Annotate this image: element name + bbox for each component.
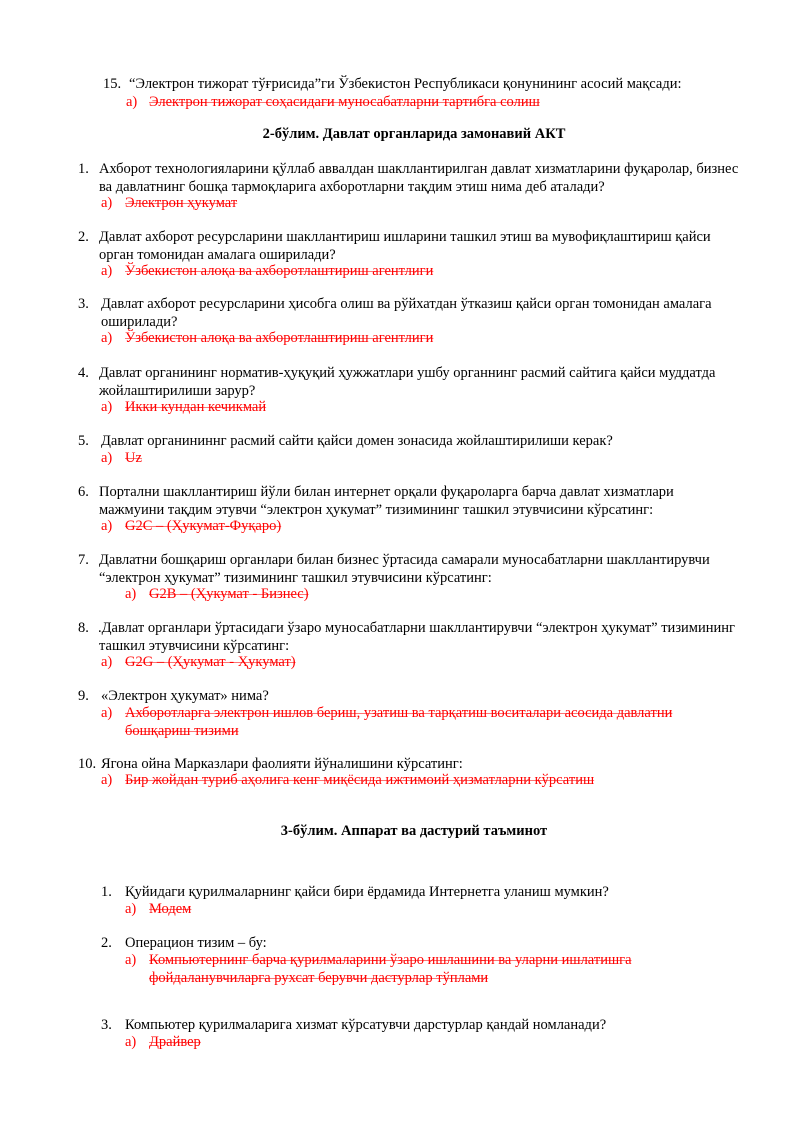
question-line: орган томонидан амалага оширилади? bbox=[99, 247, 336, 263]
s2-question-5 bbox=[78, 432, 613, 450]
answer-marker: а) bbox=[101, 772, 113, 788]
s3-question-1 bbox=[101, 883, 609, 901]
answer-marker: а) bbox=[101, 705, 113, 721]
answer-text: фойдаланувчиларга рухсат берувчи дастурлар тўплами bbox=[149, 970, 489, 986]
question-text: «Электрон ҳукумат» нима? bbox=[101, 688, 269, 704]
answer-marker: а) bbox=[101, 450, 113, 466]
answer-marker: а) bbox=[101, 399, 113, 415]
question-number: 2. bbox=[101, 935, 112, 951]
answer-marker: а) bbox=[101, 263, 113, 279]
answer-marker: а) bbox=[125, 586, 137, 602]
answer-text: G2C – (Ҳукумат-Фуқаро) bbox=[125, 518, 282, 534]
answer-text: Электрон ҳукумат bbox=[125, 195, 238, 211]
answer-15 bbox=[126, 93, 540, 111]
answer-marker: а) bbox=[125, 1034, 137, 1050]
question-number: 9. bbox=[78, 688, 89, 704]
s2-answer-8 bbox=[101, 653, 296, 671]
question-15 bbox=[103, 75, 682, 93]
answer-text: G2G – (Ҳукумат - Ҳукумат) bbox=[125, 654, 296, 670]
s3-answer-3 bbox=[125, 1033, 201, 1051]
s3-question-3 bbox=[101, 1016, 606, 1034]
question-line: ва давлатнинг бошқа тармоқларига ахборотларни тақдим этиш нима деб аталади? bbox=[99, 179, 605, 195]
s2-question-9 bbox=[78, 687, 269, 705]
question-line: Давлат ахборот ресурсларини ҳисобга олиш ва рўйхатдан ўтказиш қайси орган томонидан амалага bbox=[101, 296, 712, 312]
answer-marker: а) bbox=[101, 654, 113, 670]
s2-answer-2 bbox=[101, 262, 433, 280]
s2-question-7 bbox=[78, 551, 710, 587]
s2-answer-6 bbox=[101, 517, 281, 535]
question-line: оширилади? bbox=[101, 314, 178, 330]
answer-text: G2B – (Ҳукумат - Бизнес) bbox=[149, 586, 309, 602]
question-number: 15. bbox=[103, 76, 122, 92]
question-number: 3. bbox=[78, 296, 89, 312]
answer-text: Ахборотларга электрон ишлов бериш, узатиш ва тарқатиш воситалари асосида давлатни bbox=[125, 705, 673, 721]
answer-text: Ўзбекистон алоқа ва ахборотлаштириш агентлиги bbox=[125, 330, 434, 346]
question-number: 8. bbox=[78, 620, 89, 636]
question-line: Давлатни бошқариш органлари билан бизнес ўртасида самарали муносабатларни шакллантирувчи bbox=[99, 552, 710, 568]
question-text: Давлат органининнг расмий сайти қайси домен зонасида жойлаштирилиши керак? bbox=[101, 433, 613, 449]
question-text: “Электрон тижорат тўғрисида”ги Ўзбекистон Республикаси қонунининг асосий мақсади: bbox=[129, 76, 682, 92]
answer-text: Икки кундан кечикмай bbox=[125, 399, 267, 415]
s3-answer-2 bbox=[125, 951, 632, 987]
answer-text: Драйвер bbox=[149, 1034, 201, 1050]
question-number: 6. bbox=[78, 484, 89, 500]
question-line: Давлат органининг норматив-ҳуқуқий ҳужжатлари ушбу органнинг расмий сайтига қайси муддатда bbox=[99, 365, 716, 381]
question-line: Портални шакллантириш йўли билан интернет орқали фуқароларга барча давлат хизматлари bbox=[99, 484, 674, 500]
answer-marker: а) bbox=[126, 94, 138, 110]
question-text: Операцион тизим – бу: bbox=[125, 935, 267, 951]
answer-text: Ўзбекистон алоқа ва ахборотлаштириш агентлиги bbox=[125, 263, 434, 279]
answer-text: Компьютернинг барча қурилмаларини ўзаро ишлашини ва уларни ишлатишга bbox=[149, 952, 632, 968]
question-line: .Давлат органлари ўртасидаги ўзаро муносабатларни шакллантирувчи “электрон ҳукумат” тизимининг bbox=[98, 620, 735, 636]
question-number: 5. bbox=[78, 433, 89, 449]
s2-answer-3 bbox=[101, 329, 433, 347]
answer-text: Uz bbox=[125, 450, 142, 466]
s3-answer-1 bbox=[125, 900, 191, 918]
answer-text: бошқариш тизими bbox=[125, 723, 239, 739]
s2-question-1 bbox=[78, 160, 738, 196]
answer-marker: а) bbox=[101, 330, 113, 346]
question-number: 2. bbox=[78, 229, 89, 245]
question-line: жойлаштирилиши зарур? bbox=[99, 383, 256, 399]
section-3-title: 3-бўлим. Аппарат ва дастурий таъминот bbox=[280, 823, 548, 839]
answer-marker: а) bbox=[101, 195, 113, 211]
question-line: мажмуини тақдим этувчи “электрон ҳукумат” тизимининг ташкил этувчисини кўрсатинг: bbox=[99, 502, 654, 518]
question-text: Қуйидаги қурилмаларнинг қайси бири ёрдамида Интернетга уланиш мумкин? bbox=[125, 884, 609, 900]
answer-text: Модем bbox=[149, 901, 192, 917]
s3-question-2 bbox=[101, 934, 267, 952]
question-number: 10. bbox=[78, 756, 97, 772]
question-number: 4. bbox=[78, 365, 89, 381]
question-number: 1. bbox=[101, 884, 112, 900]
s2-answer-1 bbox=[101, 194, 237, 212]
question-number: 7. bbox=[78, 552, 89, 568]
question-number: 1. bbox=[78, 161, 89, 177]
question-line: Давлат ахборот ресурсларини шакллантириш ишларини ташкил этиш ва мувофиқлаштириш қайси bbox=[99, 229, 711, 245]
s2-question-2 bbox=[78, 228, 711, 264]
s2-question-3 bbox=[78, 295, 712, 331]
answer-text: Бир жойдан туриб аҳолига кенг миқёсида ижтимоий ҳизматларни кўрсатиш bbox=[125, 772, 595, 788]
question-text: Компьютер қурилмаларига хизмат кўрсатувчи дарстурлар қандай номланади? bbox=[125, 1017, 607, 1033]
question-line: Ахборот технологияларини қўллаб аввалдан шакллантирилган давлат хизматларини фуқаролар, бизнес bbox=[99, 161, 739, 177]
question-line: “электрон ҳукумат” тизимининг ташкил этувчисини кўрсатинг: bbox=[99, 570, 492, 586]
s2-answer-9 bbox=[101, 704, 672, 740]
s2-answer-10 bbox=[101, 771, 594, 789]
question-number: 3. bbox=[101, 1017, 112, 1033]
s2-answer-4 bbox=[101, 398, 266, 416]
question-text: Ягона ойна Марказлари фаолияти йўналишини кўрсатинг: bbox=[101, 756, 463, 772]
answer-text: Электрон тижорат соҳасидаги муносабатларни тартибга солиш bbox=[149, 94, 540, 110]
s2-answer-7 bbox=[125, 585, 309, 603]
s2-question-8 bbox=[78, 619, 735, 655]
s2-question-4 bbox=[78, 364, 715, 400]
answer-marker: а) bbox=[125, 952, 137, 968]
question-line: ташкил этувчисини кўрсатинг: bbox=[99, 638, 290, 654]
s2-question-6 bbox=[78, 483, 674, 519]
answer-marker: а) bbox=[101, 518, 113, 534]
section-2-title: 2-бўлим. Давлат органларида замонавий АКТ bbox=[262, 126, 566, 142]
s2-answer-5 bbox=[101, 449, 142, 467]
answer-marker: а) bbox=[125, 901, 137, 917]
